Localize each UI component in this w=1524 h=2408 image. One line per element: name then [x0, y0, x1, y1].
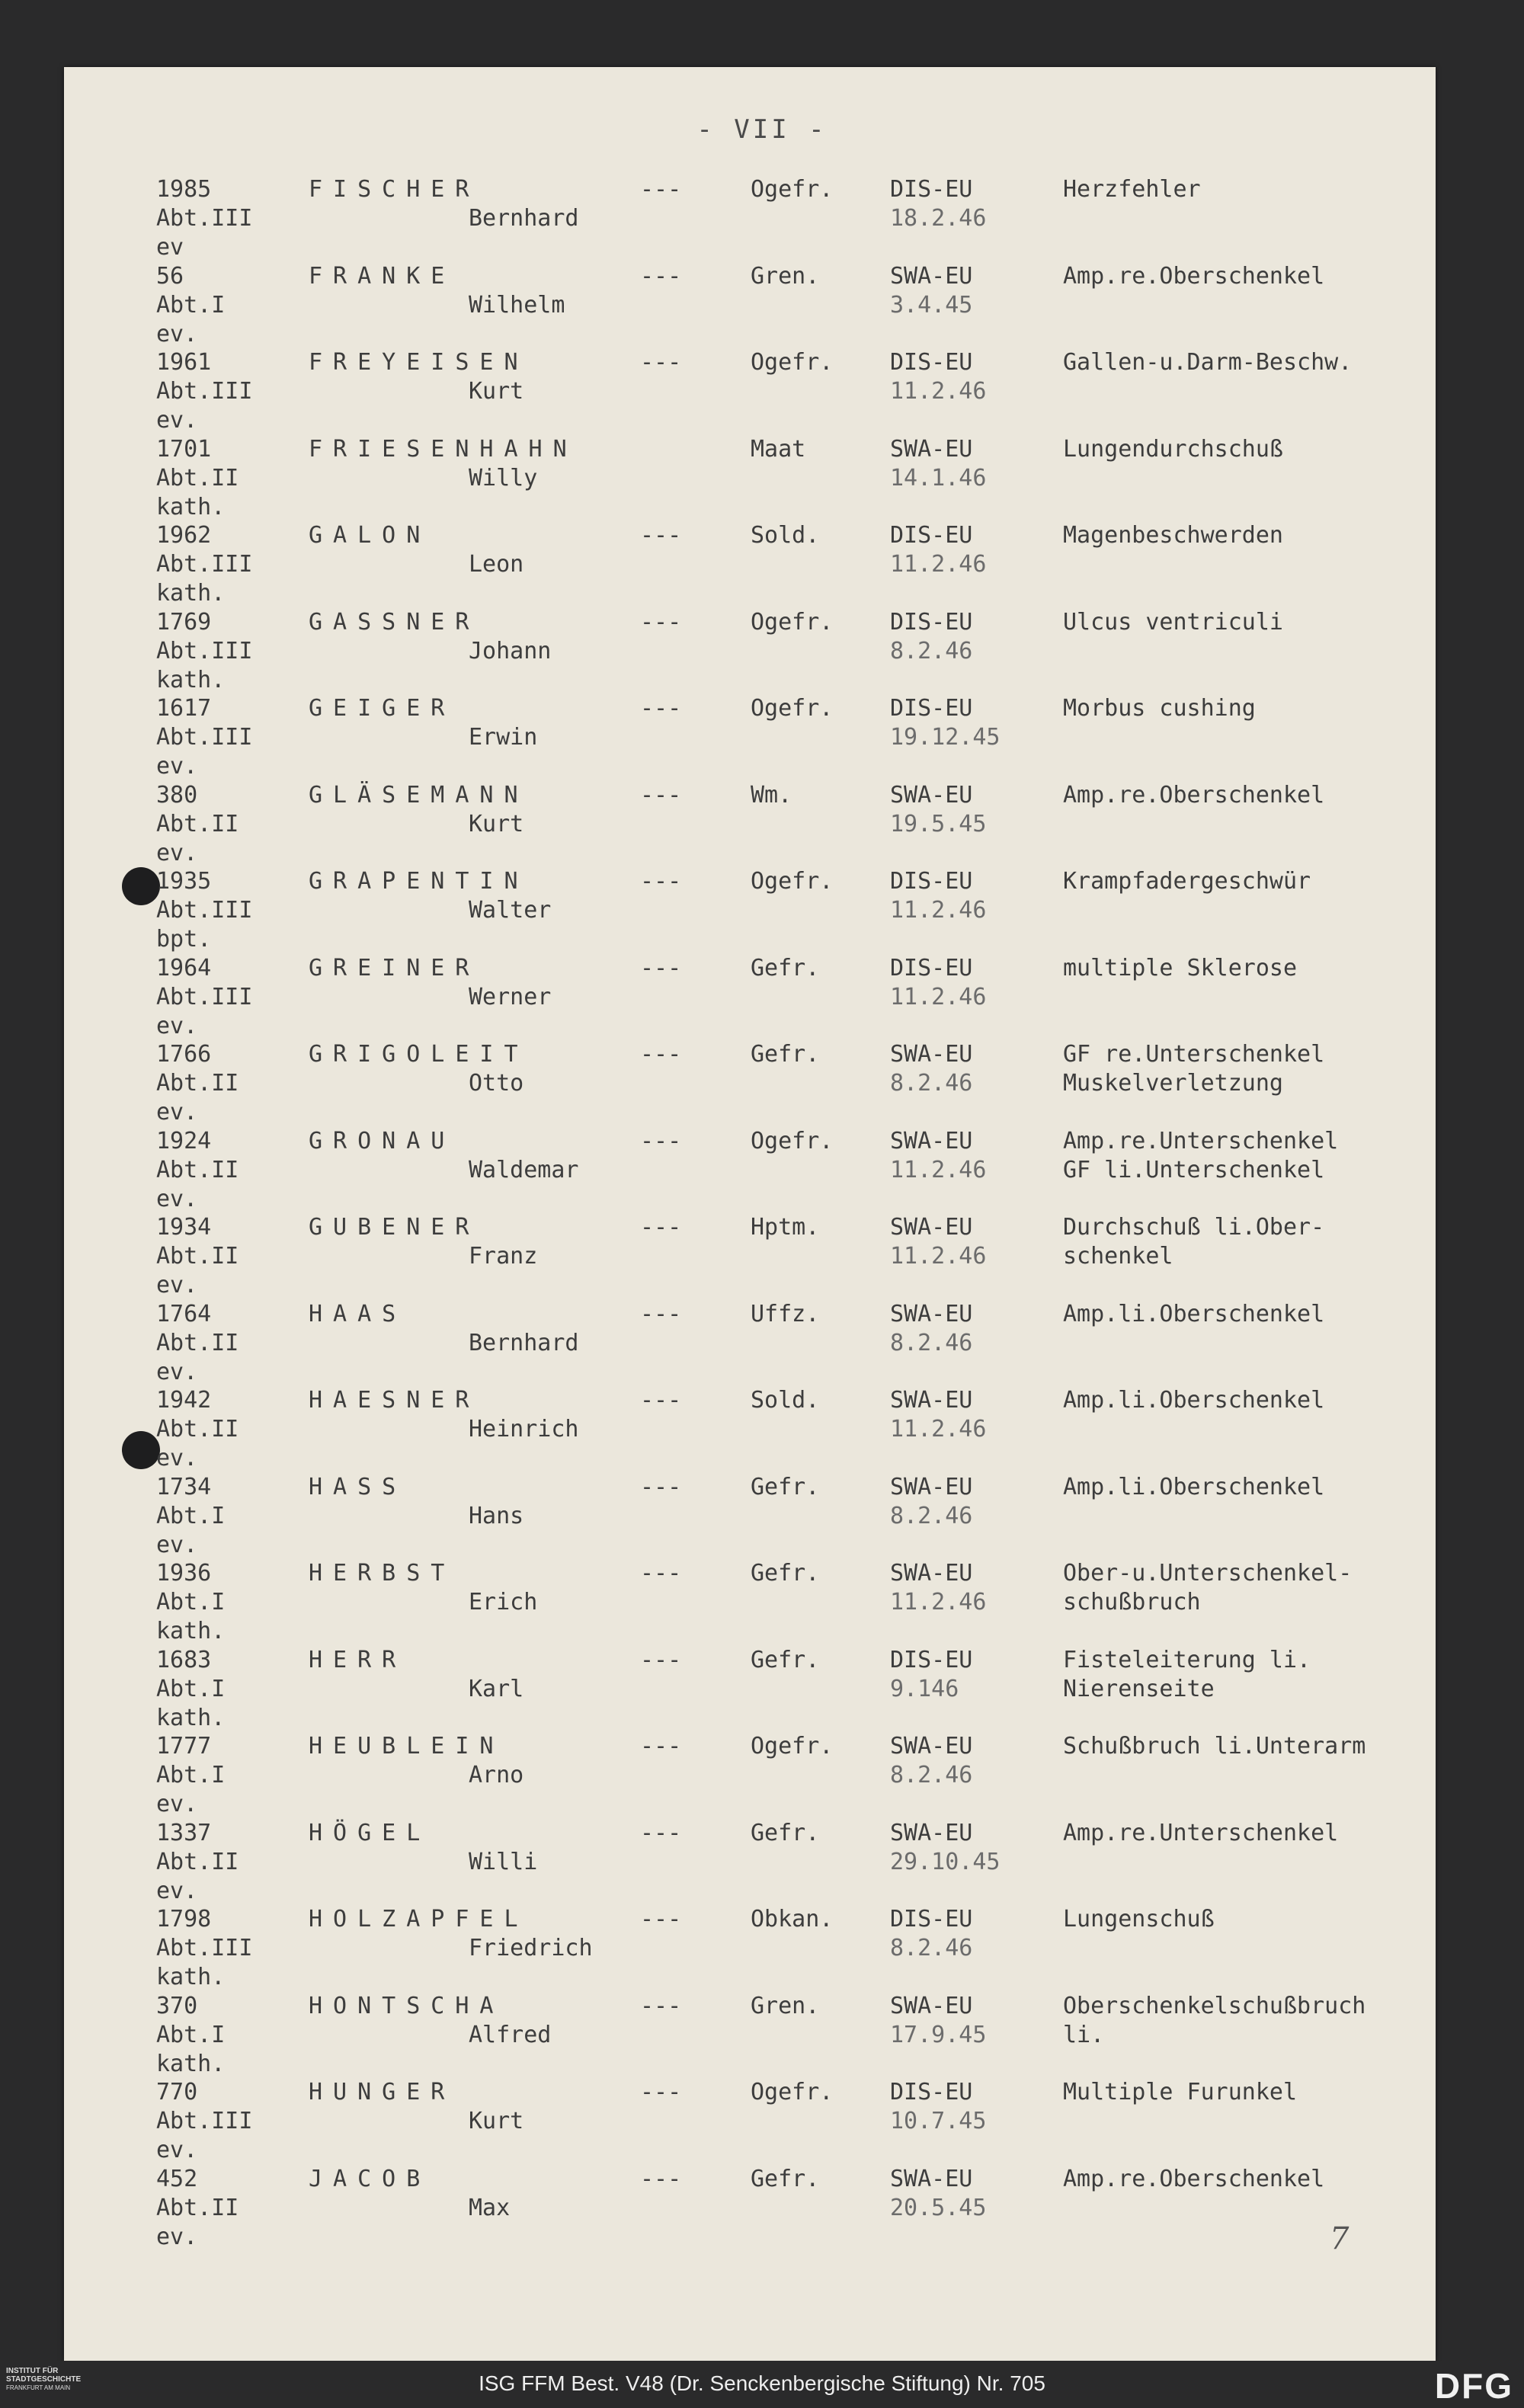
discharge-date: 11.2.46 [890, 1243, 987, 1270]
discharge-code: DIS-EU [890, 176, 973, 203]
first-name: Karl [469, 1675, 524, 1702]
first-name: Otto [469, 1070, 524, 1097]
discharge-date: 20.5.45 [890, 2194, 987, 2221]
religion: ev. [156, 753, 198, 780]
surname: GASSNER [309, 608, 480, 636]
surname: FREYEISEN [309, 349, 529, 376]
religion: ev. [156, 2223, 198, 2250]
religion: ev. [156, 839, 198, 866]
entry-number: 1683 [156, 1646, 212, 1673]
first-name: Alfred [469, 2021, 552, 2048]
first-name: Kurt [469, 2108, 524, 2134]
dashes: --- [640, 1646, 682, 1673]
first-name: Leon [469, 551, 524, 578]
diagnosis-continued: Nierenseite [1063, 1675, 1215, 1702]
dashes: --- [640, 1906, 682, 1932]
religion: ev. [156, 1358, 198, 1385]
discharge-code: SWA-EU [890, 1387, 973, 1414]
entry-number: 1942 [156, 1387, 212, 1414]
entry-number: 1337 [156, 1819, 212, 1846]
diagnosis-continued: schußbruch [1063, 1589, 1201, 1615]
dashes: --- [640, 608, 682, 636]
religion: kath. [156, 1964, 226, 1990]
discharge-date: 18.2.46 [890, 205, 987, 232]
diagnosis: Multiple Furunkel [1063, 2079, 1298, 2105]
discharge-code: DIS-EU [890, 608, 973, 636]
entry-number: 1961 [156, 349, 212, 376]
dashes: --- [640, 1473, 682, 1500]
surname: GRIGOLEIT [309, 1041, 529, 1068]
rank: Gefr. [751, 954, 820, 981]
rank: Gefr. [751, 1473, 820, 1500]
entry-row [0, 175, 1524, 261]
first-name: Waldemar [469, 1156, 579, 1183]
institution-line: FRANKFURT AM MAIN [6, 2384, 71, 2391]
surname: GLÄSEMANN [309, 781, 529, 809]
dashes: --- [640, 1214, 682, 1241]
rank: Hptm. [751, 1214, 820, 1241]
entry-row [0, 521, 1524, 607]
discharge-date: 29.10.45 [890, 1848, 1001, 1875]
diagnosis: Amp.li.Oberschenkel [1063, 1473, 1325, 1500]
entry-number: 1798 [156, 1906, 212, 1932]
department: Abt.II [156, 1243, 239, 1270]
discharge-code: DIS-EU [890, 954, 973, 981]
surname: GREINER [309, 954, 480, 981]
surname: JACOB [309, 2165, 431, 2192]
religion: kath. [156, 1618, 226, 1644]
surname: FRANKE [309, 262, 456, 290]
entry-row [0, 348, 1524, 434]
discharge-code: SWA-EU [890, 1473, 973, 1500]
discharge-date: 10.7.45 [890, 2108, 987, 2134]
first-name: Hans [469, 1502, 524, 1529]
rank: Ogefr. [751, 868, 834, 895]
surname: GALON [309, 522, 431, 549]
entry-number: 380 [156, 781, 198, 809]
discharge-date: 11.2.46 [890, 1416, 987, 1443]
surname: HOLZAPFEL [309, 1906, 529, 1932]
entry-row [0, 694, 1524, 780]
discharge-date: 3.4.45 [890, 291, 973, 319]
surname: HAAS [309, 1300, 407, 1327]
rank: Wm. [751, 781, 792, 809]
first-name: Willy [469, 464, 538, 492]
dashes: --- [640, 1300, 682, 1327]
diagnosis: Amp.re.Unterschenkel [1063, 1127, 1339, 1154]
diagnosis-continued: GF li.Unterschenkel [1063, 1156, 1325, 1183]
discharge-date: 8.2.46 [890, 1070, 973, 1097]
discharge-code: SWA-EU [890, 1733, 973, 1760]
religion: ev. [156, 1791, 198, 1817]
entry-number: 1617 [156, 695, 212, 722]
diagnosis: Magenbeschwerden [1063, 522, 1283, 549]
religion: bpt. [156, 926, 212, 953]
diagnosis-continued: schenkel [1063, 1243, 1173, 1270]
dashes: --- [640, 781, 682, 809]
rank: Gren. [751, 262, 820, 290]
first-name: Erwin [469, 724, 538, 751]
surname: GUBENER [309, 1214, 480, 1241]
discharge-code: SWA-EU [890, 435, 973, 463]
entry-number: 56 [156, 262, 184, 290]
diagnosis: Ulcus ventriculi [1063, 608, 1283, 636]
discharge-code: DIS-EU [890, 349, 973, 376]
department: Abt.I [156, 1589, 226, 1615]
discharge-date: 19.5.45 [890, 810, 987, 837]
religion: ev. [156, 1531, 198, 1558]
rank: Sold. [751, 1387, 820, 1414]
discharge-code: SWA-EU [890, 1214, 973, 1241]
first-name: Bernhard [469, 1329, 579, 1356]
diagnosis: Amp.re.Oberschenkel [1063, 781, 1325, 809]
rank: Gefr. [751, 1041, 820, 1068]
first-name: Johann [469, 637, 552, 664]
dashes: --- [640, 262, 682, 290]
diagnosis: Durchschuß li.Ober- [1063, 1214, 1325, 1241]
discharge-code: DIS-EU [890, 522, 973, 549]
discharge-code: DIS-EU [890, 695, 973, 722]
discharge-code: DIS-EU [890, 1906, 973, 1932]
diagnosis: Lungenschuß [1063, 1906, 1215, 1932]
dashes: --- [640, 2165, 682, 2192]
department: Abt.I [156, 1675, 226, 1702]
rank: Gefr. [751, 1560, 820, 1587]
entry-number: 1934 [156, 1214, 212, 1241]
diagnosis: Krampfadergeschwür [1063, 868, 1311, 895]
department: Abt.I [156, 291, 226, 319]
discharge-code: SWA-EU [890, 1819, 973, 1846]
surname: FRIESENHAHN [309, 435, 578, 463]
entry-row [0, 954, 1524, 1039]
entry-row [0, 1040, 1524, 1126]
rank: Ogefr. [751, 2079, 834, 2105]
dashes: --- [640, 176, 682, 203]
rank: Gren. [751, 1992, 820, 2019]
dashes: --- [640, 1992, 682, 2019]
discharge-date: 11.2.46 [890, 897, 987, 924]
religion: ev. [156, 1272, 198, 1298]
first-name: Arno [469, 1762, 524, 1788]
entry-row [0, 1213, 1524, 1298]
surname: HONTSCHA [309, 1992, 504, 2019]
discharge-code: SWA-EU [890, 1992, 973, 2019]
surname: FISCHER [309, 176, 480, 203]
religion: ev. [156, 407, 198, 434]
diagnosis: Herzfehler [1063, 176, 1201, 203]
entry-number: 1962 [156, 522, 212, 549]
surname: GEIGER [309, 695, 456, 722]
religion: ev. [156, 1012, 198, 1039]
entry-row [0, 1386, 1524, 1471]
entry-number: 452 [156, 2165, 198, 2192]
religion: ev. [156, 1185, 198, 1212]
department: Abt.III [156, 983, 253, 1010]
discharge-date: 8.2.46 [890, 1329, 973, 1356]
institution-line: STADTGESCHICHTE [6, 2375, 82, 2384]
surname: GRONAU [309, 1127, 456, 1154]
department: Abt.II [156, 1848, 239, 1875]
entry-number: 1935 [156, 868, 212, 895]
discharge-date: 11.2.46 [890, 378, 987, 405]
department: Abt.III [156, 897, 253, 924]
discharge-date: 11.2.46 [890, 983, 987, 1010]
department: Abt.II [156, 1416, 239, 1443]
discharge-code: SWA-EU [890, 2165, 973, 2192]
discharge-code: SWA-EU [890, 1560, 973, 1587]
surname: HERR [309, 1646, 407, 1673]
first-name: Max [469, 2194, 511, 2221]
religion: ev. [156, 1099, 198, 1126]
diagnosis: Amp.re.Unterschenkel [1063, 1819, 1339, 1846]
surname: HASS [309, 1473, 407, 1500]
entry-row [0, 1473, 1524, 1558]
first-name: Bernhard [469, 205, 579, 232]
department: Abt.III [156, 1935, 253, 1961]
entry-number: 1769 [156, 608, 212, 636]
discharge-date: 9.146 [890, 1675, 959, 1702]
entry-row [0, 2078, 1524, 2163]
entry-number: 1764 [156, 1300, 212, 1327]
entry-row [0, 1646, 1524, 1731]
religion: ev. [156, 2137, 198, 2163]
dashes: --- [640, 1127, 682, 1154]
entry-number: 1766 [156, 1041, 212, 1068]
entry-number: 1777 [156, 1733, 212, 1760]
discharge-date: 19.12.45 [890, 724, 1001, 751]
department: Abt.III [156, 637, 253, 664]
entry-number: 370 [156, 1992, 198, 2019]
diagnosis: Amp.li.Oberschenkel [1063, 1387, 1325, 1414]
diagnosis-continued: Muskelverletzung [1063, 1070, 1283, 1097]
entry-number: 1734 [156, 1473, 212, 1500]
discharge-date: 8.2.46 [890, 637, 973, 664]
dashes: --- [640, 1387, 682, 1414]
entry-row [0, 867, 1524, 953]
entry-row [0, 2165, 1524, 2250]
rank: Uffz. [751, 1300, 820, 1327]
department: Abt.II [156, 810, 239, 837]
entry-number: 1985 [156, 176, 212, 203]
surname: GRAPENTIN [309, 868, 529, 895]
discharge-code: DIS-EU [890, 1646, 973, 1673]
discharge-date: 11.2.46 [890, 1589, 987, 1615]
entry-number: 1701 [156, 435, 212, 463]
surname: HEUBLEIN [309, 1733, 504, 1760]
first-name: Friedrich [469, 1935, 593, 1961]
rank: Sold. [751, 522, 820, 549]
department: Abt.III [156, 551, 253, 578]
diagnosis: Oberschenkelschußbruch [1063, 1992, 1366, 2019]
entry-row [0, 262, 1524, 347]
diagnosis-continued: li. [1063, 2021, 1105, 2048]
dashes: --- [640, 1733, 682, 1760]
first-name: Erich [469, 1589, 538, 1615]
diagnosis: Lungendurchschuß [1063, 435, 1283, 463]
dashes: --- [640, 1560, 682, 1587]
diagnosis: Gallen-u.Darm-Beschw. [1063, 349, 1353, 376]
institution-line: INSTITUT FÜR [6, 2367, 59, 2375]
surname: HAESNER [309, 1387, 480, 1414]
entry-number: 770 [156, 2079, 198, 2105]
rank: Ogefr. [751, 608, 834, 636]
entry-row [0, 1819, 1524, 1904]
discharge-date: 11.2.46 [890, 551, 987, 578]
discharge-date: 11.2.46 [890, 1156, 987, 1183]
discharge-date: 8.2.46 [890, 1762, 973, 1788]
department: Abt.III [156, 378, 253, 405]
entry-row [0, 608, 1524, 693]
first-name: Willi [469, 1848, 538, 1875]
diagnosis: Ober-u.Unterschenkel- [1063, 1560, 1353, 1587]
rank: Ogefr. [751, 176, 834, 203]
surname: HUNGER [309, 2079, 456, 2105]
first-name: Kurt [469, 378, 524, 405]
first-name: Walter [469, 897, 552, 924]
discharge-date: 14.1.46 [890, 464, 987, 492]
department: Abt.II [156, 1156, 239, 1183]
religion: kath. [156, 1704, 226, 1731]
department: Abt.I [156, 1502, 226, 1529]
entry-row [0, 1300, 1524, 1385]
dashes: --- [640, 695, 682, 722]
rank: Obkan. [751, 1906, 834, 1932]
first-name: Franz [469, 1243, 538, 1270]
diagnosis: Fisteleiterung li. [1063, 1646, 1311, 1673]
entry-row [0, 781, 1524, 866]
discharge-code: DIS-EU [890, 868, 973, 895]
entry-number: 1964 [156, 954, 212, 981]
religion: ev. [156, 1877, 198, 1904]
rank: Gefr. [751, 1819, 820, 1846]
first-name: Werner [469, 983, 552, 1010]
entry-row [0, 1905, 1524, 1990]
department: Abt.III [156, 205, 253, 232]
diagnosis: Amp.li.Oberschenkel [1063, 1300, 1325, 1327]
dashes: --- [640, 868, 682, 895]
discharge-date: 8.2.46 [890, 1935, 973, 1961]
discharge-code: SWA-EU [890, 1041, 973, 1068]
diagnosis: Amp.re.Oberschenkel [1063, 262, 1325, 290]
department: Abt.I [156, 1762, 226, 1788]
entry-row [0, 435, 1524, 520]
rank: Ogefr. [751, 1127, 834, 1154]
entry-row [0, 1732, 1524, 1817]
department: Abt.III [156, 724, 253, 751]
entry-number: 1924 [156, 1127, 212, 1154]
discharge-code: SWA-EU [890, 1127, 973, 1154]
discharge-code: SWA-EU [890, 1300, 973, 1327]
discharge-code: SWA-EU [890, 262, 973, 290]
first-name: Kurt [469, 810, 524, 837]
diagnosis: multiple Sklerose [1063, 954, 1298, 981]
department: Abt.II [156, 1329, 239, 1356]
religion: ev. [156, 320, 198, 347]
religion: kath. [156, 2050, 226, 2077]
discharge-code: SWA-EU [890, 781, 973, 809]
department: Abt.II [156, 2194, 239, 2221]
religion: kath. [156, 493, 226, 520]
rank: Ogefr. [751, 1733, 834, 1760]
first-name: Wilhelm [469, 291, 565, 319]
entry-row [0, 1992, 1524, 2077]
discharge-code: DIS-EU [890, 2079, 973, 2105]
dashes: --- [640, 1819, 682, 1846]
diagnosis: Morbus cushing [1063, 695, 1256, 722]
diagnosis: Schußbruch li.Unterarm [1063, 1733, 1366, 1760]
department: Abt.I [156, 2021, 226, 2048]
rank: Ogefr. [751, 695, 834, 722]
surname: HERBST [309, 1560, 456, 1587]
discharge-date: 17.9.45 [890, 2021, 987, 2048]
dfg-logo: DFG [1434, 2366, 1513, 2406]
first-name: Heinrich [469, 1416, 579, 1443]
surname: HÖGEL [309, 1819, 431, 1846]
rank: Gefr. [751, 1646, 820, 1673]
department: Abt.II [156, 1070, 239, 1097]
dashes: --- [640, 954, 682, 981]
rank: Gefr. [751, 2165, 820, 2192]
religion: kath. [156, 666, 226, 693]
dashes: --- [640, 349, 682, 376]
rank: Ogefr. [751, 349, 834, 376]
rank: Maat [751, 435, 806, 463]
footer-bar [0, 2361, 1524, 2408]
entry-row [0, 1127, 1524, 1212]
discharge-date: 8.2.46 [890, 1502, 973, 1529]
religion: ev. [156, 1445, 198, 1471]
entry-number: 1936 [156, 1560, 212, 1587]
religion: kath. [156, 580, 226, 607]
entry-row [0, 1559, 1524, 1644]
religion: ev [156, 234, 184, 261]
archive-caption: ISG FFM Best. V48 (Dr. Senckenbergische Stiftung) Nr. 705 [479, 2371, 1045, 2395]
diagnosis: GF re.Unterschenkel [1063, 1041, 1325, 1068]
department: Abt.II [156, 464, 239, 492]
handwritten-page-number: 7 [1330, 2221, 1350, 2256]
dashes: --- [640, 1041, 682, 1068]
department: Abt.III [156, 2108, 253, 2134]
dashes: --- [640, 522, 682, 549]
dashes: --- [640, 2079, 682, 2105]
page-header: - VII - [696, 114, 828, 145]
diagnosis: Amp.re.Oberschenkel [1063, 2165, 1325, 2192]
